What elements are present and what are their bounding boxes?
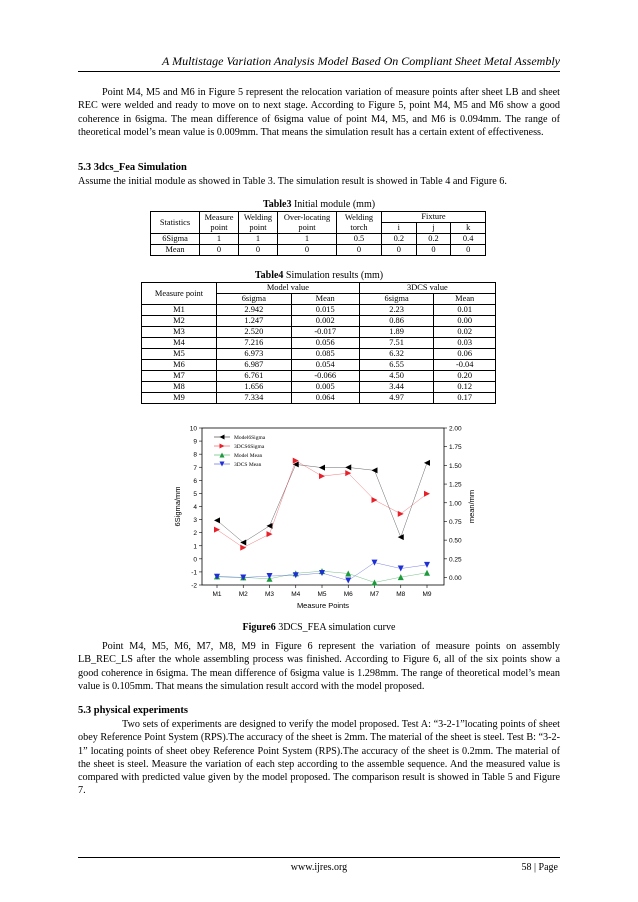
- table-row: [142, 360, 496, 371]
- y-right-tick-label: 0.50: [449, 537, 462, 545]
- t3-cell: 1: [239, 234, 278, 245]
- table-row: [142, 371, 496, 382]
- t4-cell: 3.44: [359, 382, 434, 393]
- y-right-tick-label: 0.75: [449, 518, 462, 526]
- x-tick-label: M8: [396, 591, 406, 598]
- y-tick-label: 10: [189, 425, 197, 433]
- y-tick-label: 2: [193, 530, 197, 538]
- t4-cell: 1.89: [359, 327, 434, 338]
- t4-cell: 6.987: [217, 360, 292, 371]
- t3-header: Statistics: [151, 212, 200, 234]
- y-right-tick-label: 1.25: [449, 481, 462, 489]
- table-row: [142, 316, 496, 327]
- y-tick-label: 6: [193, 477, 197, 485]
- t4-subheader: Mean: [434, 294, 496, 305]
- t4-cell: 0.00: [434, 316, 496, 327]
- y-right-tick-label: 1.50: [449, 462, 462, 470]
- data-point: [372, 467, 378, 473]
- data-point: [372, 497, 378, 503]
- t3-cell: 1: [200, 234, 239, 245]
- data-point: [424, 562, 430, 568]
- t4-cell: -0.04: [434, 360, 496, 371]
- plot-frame: [202, 428, 444, 585]
- table-row: [142, 382, 496, 393]
- t4-cell: 0.064: [291, 393, 359, 404]
- t4-cell: 7.51: [359, 338, 434, 349]
- x-tick-label: M3: [264, 591, 275, 598]
- t3-cell: 1: [278, 234, 337, 245]
- figure6-chart: [162, 420, 482, 615]
- t4-cell: M1: [142, 305, 217, 316]
- t3-cell: 0.2: [416, 234, 451, 245]
- t4-cell: 0.86: [359, 316, 434, 327]
- table3-caption-text: Initial module (mm): [291, 199, 376, 210]
- t4-cell: 0.12: [434, 382, 496, 393]
- x-tick-label: M5: [317, 591, 327, 598]
- figure6-caption: [78, 622, 560, 633]
- t3-cell: 0: [382, 245, 417, 256]
- x-tick-label: M1: [212, 591, 222, 598]
- y-right-tick-label: 2.00: [449, 425, 462, 433]
- t3-subheader: j: [416, 223, 451, 234]
- figure6-caption-text: 3DCS_FEA simulation curve: [275, 622, 396, 633]
- t4-header: 3DCS value: [359, 283, 495, 294]
- data-point: [424, 491, 430, 497]
- table4: [141, 282, 496, 404]
- t3-subheader: k: [451, 223, 486, 234]
- t4-cell: 0.02: [434, 327, 496, 338]
- section-heading-physical-experiments: 5.3 physical experiments: [78, 705, 188, 716]
- data-point: [319, 465, 325, 471]
- footer-page-number: 58 | Page: [521, 862, 558, 873]
- t4-cell: 2.23: [359, 305, 434, 316]
- t4-cell: 1.656: [217, 382, 292, 393]
- t4-cell: 0.01: [434, 305, 496, 316]
- data-point: [424, 570, 430, 576]
- data-point: [398, 534, 404, 540]
- t3-cell: 0.4: [451, 234, 486, 245]
- t4-subheader: Mean: [291, 294, 359, 305]
- figure6-caption-label: Figure6: [242, 622, 276, 633]
- t4-cell: 7.334: [217, 393, 292, 404]
- data-point: [398, 574, 404, 580]
- running-header: A Multistage Variation Analysis Model Based On Compliant Sheet Metal Assembly: [162, 54, 560, 68]
- t4-cell: -0.017: [291, 327, 359, 338]
- t4-cell: M5: [142, 349, 217, 360]
- t3-cell: Mean: [151, 245, 200, 256]
- t4-cell: 0.03: [434, 338, 496, 349]
- t4-cell: 6.761: [217, 371, 292, 382]
- table3-caption-label: Table3: [262, 199, 292, 210]
- y-tick-label: -1: [191, 569, 197, 577]
- t4-subheader: 6sigma: [217, 294, 292, 305]
- t4-cell: M9: [142, 393, 217, 404]
- x-tick-label: M2: [238, 591, 248, 598]
- table-row: [142, 393, 496, 404]
- t4-cell: 2.942: [217, 305, 292, 316]
- t4-cell: M2: [142, 316, 217, 327]
- t4-cell: 4.50: [359, 371, 434, 382]
- y-right-tick-label: 0.00: [449, 575, 462, 583]
- y-right-tick-label: 1.00: [449, 500, 462, 508]
- t4-cell: M4: [142, 338, 217, 349]
- t4-cell: 0.005: [291, 382, 359, 393]
- table-row: [142, 349, 496, 360]
- data-point: [214, 527, 220, 533]
- t3-cell: 0.2: [382, 234, 417, 245]
- t4-cell: 4.97: [359, 393, 434, 404]
- legend-label: Model6Sigma: [234, 435, 266, 442]
- footer-rule: [78, 857, 560, 858]
- y-right-tick-label: 1.75: [449, 444, 462, 452]
- t4-cell: 0.015: [291, 305, 359, 316]
- t3-header: Fixture: [382, 212, 486, 223]
- t4-cell: 6.55: [359, 360, 434, 371]
- y-tick-label: 9: [193, 438, 197, 446]
- t4-cell: 6.973: [217, 349, 292, 360]
- paragraph-physical-experiments: Two sets of experiments are designed to verify the model proposed. Test A: “3-2-1”locating points of sheet obey Reference Point System (RPS).The accuracy of the sheet is 2mm. The material of the sheet is steel. Test B: “3-2-1” locating points of sheet obey Reference Point System (RPS).The accuracy of the sheet is 0.2mm. The material of the sheet is steel. Measure the variation of each step according to the assemble sequence. And the measured value is compared with predicted value given by the model proposed. The comparison result is showed in Table 5 and Figure 7.: [78, 719, 560, 797]
- legend-label: Model Mean: [234, 453, 263, 460]
- y-right-tick-label: 0.25: [449, 556, 462, 564]
- t4-cell: 0.17: [434, 393, 496, 404]
- t3-cell: 0: [278, 245, 337, 256]
- data-point: [398, 511, 404, 517]
- table-row: [151, 245, 486, 256]
- data-point: [372, 579, 378, 585]
- table-row: [142, 338, 496, 349]
- data-point: [424, 460, 430, 466]
- y-tick-label: 8: [193, 451, 197, 459]
- t4-cell: 7.216: [217, 338, 292, 349]
- t4-cell: -0.066: [291, 371, 359, 382]
- t3-header: Measure point: [200, 212, 239, 234]
- footer-url: www.ijres.org: [290, 862, 348, 873]
- x-axis-label: Measure Points: [296, 601, 350, 610]
- data-point: [372, 560, 378, 566]
- legend-label: 3DCS Mean: [234, 462, 262, 469]
- t4-cell: M3: [142, 327, 217, 338]
- t3-cell: 6Sigma: [151, 234, 200, 245]
- t3-cell: 0: [416, 245, 451, 256]
- legend-label: 3DCS6Sigma: [234, 444, 265, 451]
- t4-cell: 0.06: [434, 349, 496, 360]
- y-tick-label: 5: [193, 490, 197, 498]
- t3-cell: 0: [200, 245, 239, 256]
- data-point: [214, 517, 220, 523]
- t3-cell: 0: [451, 245, 486, 256]
- section-intro-text: Assume the initial module as showed in Table 3. The simulation result is showed in Table 4 and Figure 6.: [78, 176, 507, 187]
- x-tick-label: M4: [291, 591, 301, 598]
- t4-cell: M7: [142, 371, 217, 382]
- t4-cell: 0.20: [434, 371, 496, 382]
- t4-cell: 0.054: [291, 360, 359, 371]
- t4-cell: 0.056: [291, 338, 359, 349]
- y-tick-label: 1: [193, 543, 197, 551]
- data-point: [220, 435, 225, 440]
- y-tick-label: -2: [191, 582, 197, 590]
- t4-cell: 2.520: [217, 327, 292, 338]
- t3-header: Welding torch: [337, 212, 382, 234]
- paragraph-figure5-discussion: Point M4, M5 and M6 in Figure 5 represent the relocation variation of measure points after sheet LB and sheet REC were welded and ready to move on to next stage. According to Figure 5, point M4, M5 and M6 show a good coherence in 6sigma. The mean difference of 6sigma value of point M4, M5, and M6 is 0.094mm. The range of theoretical model’s mean value is 0.009mm. That means the simulation result has a certain extent of effectiveness.: [78, 87, 560, 138]
- paragraph-figure6-discussion: Point M4, M5, M6, M7, M8, M9 in Figure 6 represent the variation of measure points on assembly LB_REC_LS after the whole assembling process was finished. According to Figure 6, all of the six points show a good coherence in 6sigma. The mean difference of 6sigma value is 1.298mm. The range of theoretical model’s mean value is 0.105mm. That means the simulation result accord with the model proposed.: [78, 641, 560, 692]
- data-point: [398, 566, 404, 572]
- header-rule: [78, 71, 560, 72]
- data-point: [267, 531, 273, 537]
- t4-cell: 0.085: [291, 349, 359, 360]
- t3-cell: 0: [337, 245, 382, 256]
- y-tick-label: 7: [193, 464, 197, 472]
- table4-caption-text: Simulation results (mm): [283, 270, 384, 281]
- series-line: [217, 461, 427, 548]
- t3-cell: 0: [239, 245, 278, 256]
- data-point: [220, 444, 225, 449]
- table3-caption: [78, 199, 560, 210]
- y-tick-label: 4: [193, 504, 197, 511]
- table3: [150, 211, 486, 256]
- t4-header: Measure point: [142, 283, 217, 305]
- x-tick-label: M9: [422, 591, 432, 598]
- y-tick-label: 0: [193, 556, 197, 564]
- y-right-axis-label: mean/mm: [467, 489, 476, 524]
- t3-cell: 0.5: [337, 234, 382, 245]
- table-row: [151, 234, 486, 245]
- data-point: [345, 578, 351, 584]
- t4-cell: M8: [142, 382, 217, 393]
- t4-header: Model value: [217, 283, 360, 294]
- t4-cell: 0.002: [291, 316, 359, 327]
- table-row: [142, 305, 496, 316]
- data-point: [240, 545, 246, 551]
- t4-subheader: 6sigma: [359, 294, 434, 305]
- table4-caption: [78, 270, 560, 281]
- table4-caption-label: Table4: [254, 270, 284, 281]
- y-tick-label: 3: [193, 517, 197, 525]
- section-heading-3dcs-fea: 5.3 3dcs_Fea Simulation: [78, 162, 187, 173]
- table-row: [142, 327, 496, 338]
- data-point: [319, 473, 325, 479]
- y-axis-label: 6Sigma/mm: [173, 486, 182, 527]
- x-tick-label: M6: [343, 591, 353, 598]
- x-tick-label: M7: [369, 591, 380, 598]
- t3-header: Over-locating point: [278, 212, 337, 234]
- data-point: [345, 464, 351, 470]
- t4-cell: 1.247: [217, 316, 292, 327]
- t4-cell: 6.32: [359, 349, 434, 360]
- t3-header: Welding point: [239, 212, 278, 234]
- t3-subheader: i: [382, 223, 417, 234]
- t4-cell: M6: [142, 360, 217, 371]
